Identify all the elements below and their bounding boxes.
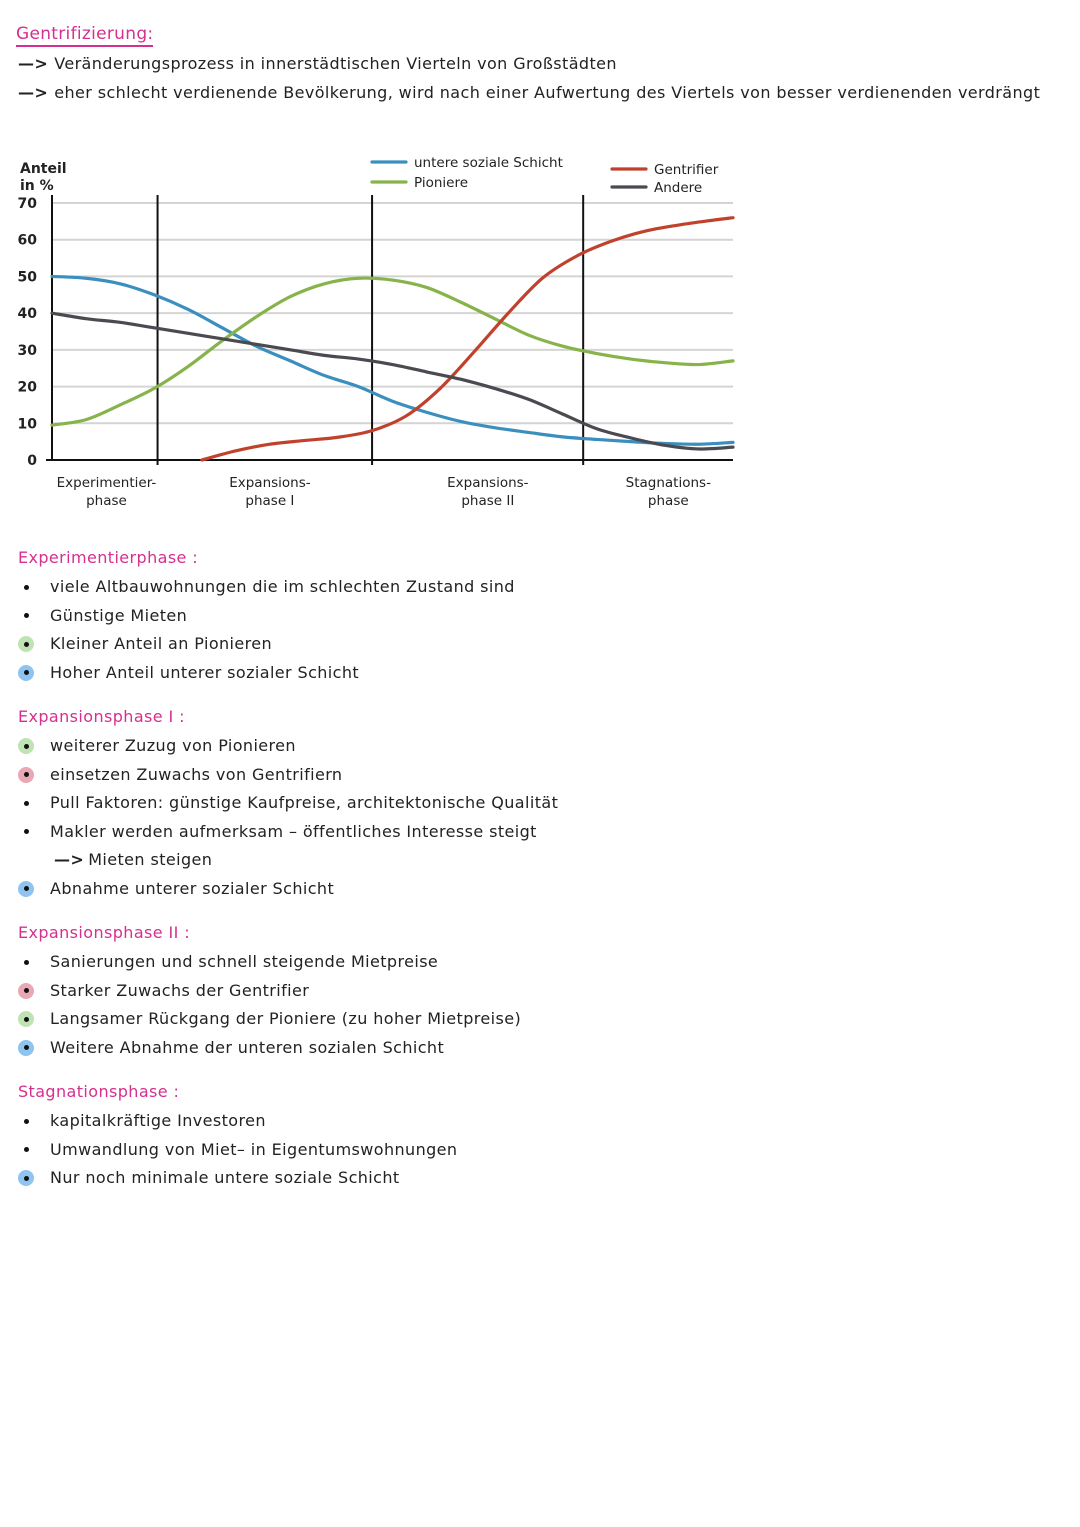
legend-label: Gentrifier (654, 162, 719, 178)
definition-text-1: Veränderungsprozess in innerstädtischen Vierteln von Großstädten (54, 54, 617, 73)
phase-label: Expansions-phase II (447, 475, 529, 509)
legend-label: untere soziale Schicht (414, 155, 563, 171)
section-heading: Expansionsphase II : (18, 923, 191, 942)
list-item (18, 1005, 1058, 1034)
list-item (18, 948, 1058, 977)
list-item-text: Kleiner Anteil an Pionieren (50, 634, 273, 654)
list-item-text: Pull Faktoren: günstige Kaufpreise, architektonische Qualität (50, 793, 559, 813)
y-tick-label: 50 (17, 269, 37, 286)
phase-section (18, 1082, 1058, 1193)
bullet-icon (18, 983, 34, 999)
bullet-icon (18, 824, 34, 840)
list-item (18, 789, 1058, 818)
section-heading: Stagnationsphase : (18, 1082, 180, 1101)
list-item (18, 732, 1058, 761)
list-item-text: Abnahme unterer sozialer Schicht (50, 878, 335, 898)
list-item-text: Sanierungen und schnell steigende Mietpreise (50, 952, 439, 971)
list-item-text: Weitere Abnahme der unteren sozialen Schicht (50, 1037, 445, 1057)
bullet-icon (18, 795, 34, 811)
bullet-icon (18, 636, 34, 652)
y-tick-label: 20 (17, 379, 37, 396)
y-tick-label: 10 (17, 416, 37, 433)
list-item-text: Hoher Anteil unterer sozialer Schicht (50, 662, 360, 682)
bullet-icon (18, 1113, 34, 1129)
arrow-icon: —> (18, 54, 49, 73)
phase-label: Experimentier-phase (56, 475, 157, 509)
phase-section (18, 707, 1058, 904)
list-item-text: kapitalkräftige Investoren (50, 1111, 266, 1130)
list-item (18, 977, 1058, 1006)
bullet-icon (18, 1040, 34, 1056)
list-item-text: Umwandlung von Miet– in Eigentumswohnungen (50, 1139, 458, 1159)
list-item (18, 875, 1058, 904)
bullet-list (18, 1107, 1058, 1193)
y-axis-label: Anteil in % (20, 161, 67, 194)
list-item (18, 573, 1058, 602)
definition-line-1 (18, 54, 617, 73)
phase-label: Stagnations-phase (625, 475, 711, 509)
list-item (18, 818, 1058, 847)
list-item (18, 1136, 1058, 1165)
list-item-text: Makler werden aufmerksam – öffentliches Interesse steigt (50, 821, 537, 841)
bullet-list (18, 573, 1058, 687)
y-tick-label: 30 (17, 342, 37, 359)
phase-section (18, 548, 1058, 687)
bullet-icon (18, 1142, 34, 1158)
definition-text-2: eher schlecht verdienende Bevölkerung, wird nach einer Aufwertung des Viertels von besser verdienenden verdrängt (54, 83, 1041, 102)
list-item (18, 1034, 1058, 1063)
bullet-icon (18, 738, 34, 754)
bullet-icon (18, 1170, 34, 1186)
bullet-icon (18, 767, 34, 783)
legend-label: Pioniere (414, 175, 469, 191)
y-tick-label: 60 (17, 232, 37, 249)
arrow-icon: —> (18, 83, 49, 102)
bullet-icon (18, 579, 34, 595)
list-item-text: Starker Zuwachs der Gentrifier (50, 980, 310, 1000)
bullet-icon (18, 608, 34, 624)
legend-label: Andere (654, 180, 703, 196)
list-item-text: einsetzen Zuwachs von Gentrifiern (50, 764, 343, 784)
list-item (18, 761, 1058, 790)
section-heading: Experimentierphase : (18, 548, 199, 567)
y-tick-label: 0 (27, 453, 37, 469)
section-heading: Expansionsphase I : (18, 707, 185, 726)
phase-section (18, 923, 1058, 1062)
list-item (18, 630, 1058, 659)
list-item (18, 659, 1058, 688)
y-tick-label: 70 (17, 196, 37, 212)
y-tick-label: 40 (17, 306, 37, 323)
list-item (18, 602, 1058, 631)
arrow-icon: —> (54, 850, 85, 870)
list-item-text: Mieten steigen (88, 850, 213, 870)
bullet-icon (18, 881, 34, 897)
bullet-list (18, 948, 1058, 1062)
list-item (18, 1164, 1058, 1193)
bullet-icon (18, 1011, 34, 1027)
bullet-list (18, 732, 1058, 904)
page-title: Gentrifizierung: (16, 24, 153, 47)
phase-label: Expansions-phase I (229, 475, 311, 509)
series-line-andere (52, 313, 733, 449)
bullet-icon (18, 665, 34, 681)
list-item-text: weiterer Zuzug von Pionieren (50, 736, 296, 755)
bullet-icon (18, 954, 34, 970)
gentrification-chart (0, 145, 760, 525)
definition-line-2 (18, 83, 1040, 102)
list-item-text: Günstige Mieten (50, 605, 188, 625)
list-item (18, 1107, 1058, 1136)
list-item-text: Langsamer Rückgang der Pioniere (zu hoher Mietpreise) (50, 1009, 522, 1029)
list-item (18, 846, 1058, 875)
series-line-pioniere (52, 278, 733, 425)
list-item-text: viele Altbauwohnungen die im schlechten Zustand sind (50, 577, 515, 596)
list-item-text: Nur noch minimale untere soziale Schicht (50, 1168, 400, 1188)
